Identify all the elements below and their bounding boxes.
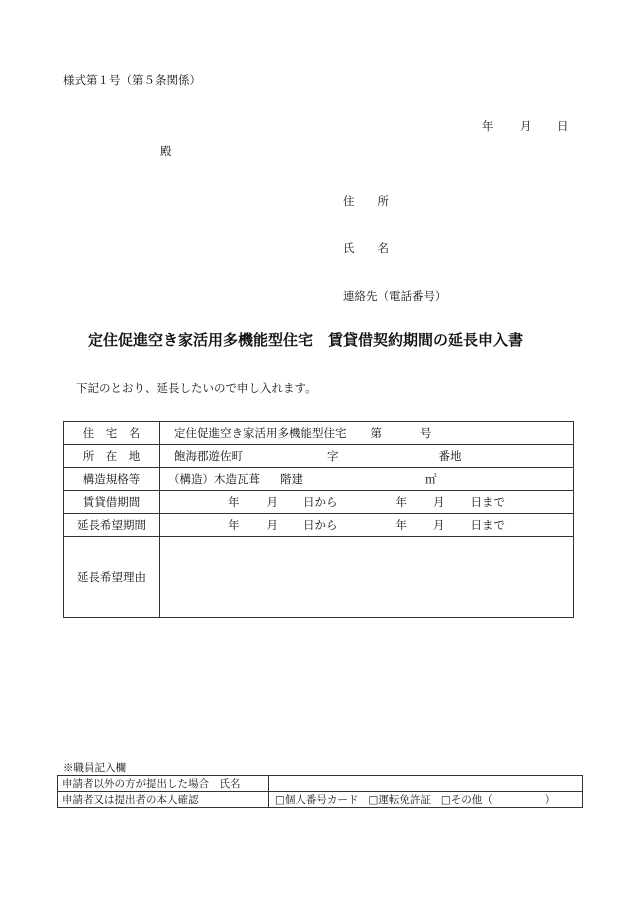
row-label-house-name: 住 宅 名 — [64, 422, 160, 445]
form-number: 様式第１号（第５条関係） — [63, 73, 201, 87]
other-close-paren: ） — [544, 794, 556, 806]
ext-to-day: 日まで — [470, 518, 505, 532]
table-row — [64, 445, 574, 468]
location-banchi: 番地 — [438, 449, 462, 463]
intro-text: 下記のとおり、延長したいので申し入れます。 — [76, 381, 317, 395]
date-line — [482, 118, 569, 134]
ext-to-year: 年 — [395, 518, 407, 532]
addressee-honorific: 殿 — [160, 144, 172, 158]
staff-row-identity-label: 申請者又は提出者の本人確認 — [58, 792, 269, 808]
row-label-lease-period: 賃貸借期間 — [64, 491, 160, 514]
lease-from-month: 月 — [266, 495, 278, 509]
page-title: 定住促進空き家活用多機能型住宅 賃貸借契約期間の延長申入書 — [88, 331, 524, 349]
checkbox-other[interactable]: □その他（ — [440, 794, 493, 806]
row-label-extension-period: 延長希望期間 — [64, 514, 160, 537]
table-row — [64, 491, 574, 514]
structure-floors: 階建 — [280, 472, 303, 486]
checkbox-drivers-license[interactable]: □運転免許証 — [368, 794, 431, 806]
ext-from-month: 月 — [266, 518, 278, 532]
lease-from-year: 年 — [228, 495, 240, 509]
contact-label: 連絡先（電話番号） — [343, 289, 447, 303]
table-row — [64, 514, 574, 537]
lease-to-day: 日まで — [470, 495, 505, 509]
ext-from-year: 年 — [228, 518, 240, 532]
lease-to-year: 年 — [395, 495, 407, 509]
house-number-suffix: 号 — [420, 426, 432, 440]
staff-section-heading: ※職員記入欄 — [63, 762, 126, 774]
address-label: 住 所 — [343, 194, 389, 208]
ext-to-month: 月 — [433, 518, 445, 532]
location-aza: 字 — [327, 449, 339, 463]
row-label-structure: 構造規格等 — [64, 468, 160, 491]
table-row — [58, 776, 583, 792]
table-row — [64, 468, 574, 491]
lease-to-month: 月 — [433, 495, 445, 509]
extension-reason-field[interactable] — [160, 537, 574, 618]
staff-table — [57, 775, 583, 808]
table-row — [64, 422, 574, 445]
staff-row-submitter-label: 申請者以外の方が提出した場合 氏名 — [58, 776, 269, 792]
house-name-text: 定住促進空き家活用多機能型住宅 — [174, 426, 347, 440]
date-year: 年 — [482, 119, 494, 133]
structure-type: （構造）木造瓦葺 — [168, 472, 260, 486]
location-town: 飽海郡遊佐町 — [174, 449, 243, 463]
submitter-name-field[interactable] — [269, 776, 583, 792]
lease-from-day: 日から — [303, 495, 338, 509]
checkbox-mynumber-card[interactable]: □個人番号カード — [275, 794, 359, 806]
date-day: 日 — [557, 119, 569, 133]
table-row — [58, 792, 583, 808]
date-month: 月 — [520, 119, 532, 133]
house-number-prefix: 第 — [370, 426, 382, 440]
ext-from-day: 日から — [303, 518, 338, 532]
table-row — [64, 537, 574, 618]
name-label: 氏 名 — [343, 241, 389, 255]
structure-area-unit: ㎡ — [425, 472, 437, 486]
row-label-extension-reason: 延長希望理由 — [64, 537, 160, 618]
application-table — [63, 421, 574, 618]
row-label-location: 所 在 地 — [64, 445, 160, 468]
